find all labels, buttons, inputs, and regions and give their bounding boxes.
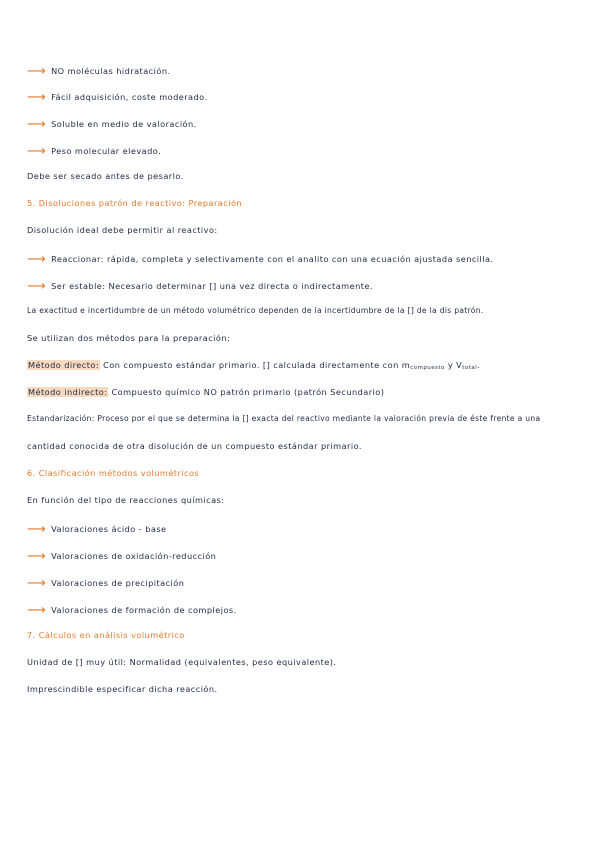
arrow-icon: ⟶ [27,64,47,79]
bullet-soluble: ⟶ Soluble en medio de valoración. [27,117,197,132]
arrow-icon: ⟶ [27,252,47,267]
heading-section-6: 6. Clasificación métodos volumétricos [27,468,200,478]
bullet-redox: ⟶ Valoraciones de oxidación-reducción [27,549,217,564]
paragraph-two-methods: Se utilizan dos métodos para la preparación: [27,333,231,343]
paragraph-standardization: Estandarización: Proceso por el que se determina la [] exacta del reactivo mediante la valoración previa de éste frente a una [27,414,541,423]
bullet-precipitation: ⟶ Valoraciones de precipitación [27,576,185,591]
bullet-react: ⟶ Reaccionar: rápida, completa y selectivamente con el analito con una ecuación ajustada sencilla. [27,252,494,267]
arrow-icon: ⟶ [27,576,47,591]
bullet-acid-base: ⟶ Valoraciones ácido - base [27,522,167,537]
paragraph-specify-reaction: Imprescindible especificar dicha reacción. [27,684,218,694]
arrow-icon: ⟶ [27,279,47,294]
paragraph-dry-before-weighing: Debe ser secado antes de pesarlo. [27,171,184,181]
arrow-icon: ⟶ [27,549,47,564]
arrow-icon: ⟶ [27,90,47,105]
paragraph-accuracy: La exactitud e incertidumbre de un método volumétrico dependen de la incertidumbre de la [] de la dis patrón. [27,306,484,315]
paragraph-standardization-cont: cantidad conocida de otra disolución de un compuesto estándar primario. [27,441,362,451]
direct-method-label: Método directo: [28,360,100,370]
paragraph-indirect-method: Método indirecto: Compuesto químico NO patrón primario (patrón Secundario) [28,387,385,397]
arrow-icon: ⟶ [27,144,47,159]
bullet-molecular-weight: ⟶ Peso molecular elevado. [27,144,162,159]
arrow-icon: ⟶ [27,522,47,537]
bullet-easy-acquisition: ⟶ Fácil adquisición, coste moderado. [27,90,208,105]
arrow-icon: ⟶ [27,117,47,132]
paragraph-normality: Unidad de [] muy útil: Normalidad (equivalentes, peso equivalente). [27,657,337,667]
arrow-icon: ⟶ [27,603,47,618]
bullet-no-hydration: ⟶ NO moléculas hidratación. [27,64,171,79]
heading-section-5: 5. Disoluciones patrón de reactivo: Preparación [27,198,243,208]
bullet-complexes: ⟶ Valoraciones de formación de complejos. [27,603,237,618]
paragraph-ideal-solution: Disolución ideal debe permitir al reactivo: [27,225,218,235]
indirect-method-label: Método indirecto: [28,387,108,397]
paragraph-reaction-types: En función del tipo de reacciones químicas: [27,495,225,505]
heading-section-7: 7. Cálculos en análisis volumétrico [27,630,185,640]
bullet-stable: ⟶ Ser estable: Necesario determinar [] una vez directa o indirectamente. [27,279,373,294]
paragraph-direct-method: Método directo: Con compuesto estándar primario. [] calculada directamente con mcompuesto y Vtotal. [28,360,481,371]
